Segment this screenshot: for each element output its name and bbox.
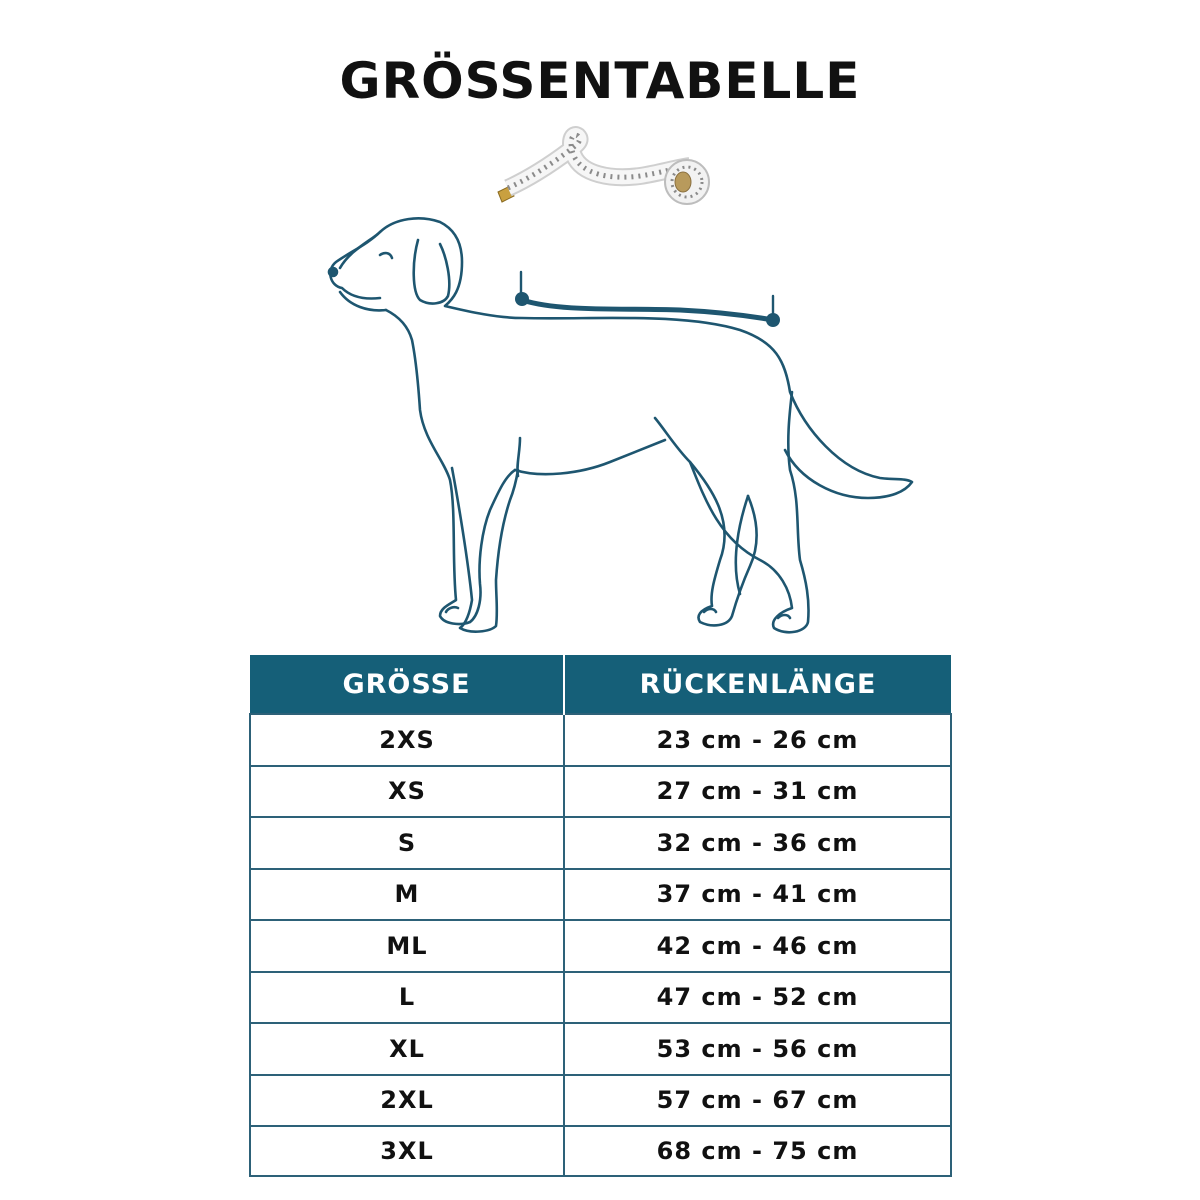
back-length-cell: 47 cm - 52 cm — [564, 972, 951, 1024]
back-length-cell: 37 cm - 41 cm — [564, 869, 951, 921]
size-cell: 2XL — [250, 1075, 564, 1127]
table-row — [250, 1126, 951, 1176]
page-title: GRÖSSENTABELLE — [339, 52, 861, 110]
size-cell: L — [250, 972, 564, 1024]
table-row — [250, 817, 951, 869]
size-cell: 3XL — [250, 1126, 564, 1176]
size-cell: 2XS — [250, 714, 564, 766]
back-length-cell: 32 cm - 36 cm — [564, 817, 951, 869]
back-length-cell: 53 cm - 56 cm — [564, 1023, 951, 1075]
measuring-tape-icon — [490, 120, 720, 215]
dog-outline-illustration — [310, 205, 930, 645]
table-row — [250, 766, 951, 818]
back-length-column-header: RÜCKENLÄNGE — [564, 655, 951, 714]
table-row — [250, 1023, 951, 1075]
size-cell: S — [250, 817, 564, 869]
size-table — [249, 655, 952, 1177]
size-column-header: GRÖSSE — [250, 655, 564, 714]
table-row — [250, 972, 951, 1024]
size-cell: XS — [250, 766, 564, 818]
table-row — [250, 869, 951, 921]
table-row — [250, 920, 951, 972]
table-row — [250, 1075, 951, 1127]
size-cell: ML — [250, 920, 564, 972]
size-cell: XL — [250, 1023, 564, 1075]
back-length-cell: 42 cm - 46 cm — [564, 920, 951, 972]
table-row — [250, 714, 951, 766]
table-header-row — [250, 655, 951, 714]
back-length-cell: 57 cm - 67 cm — [564, 1075, 951, 1127]
back-length-cell: 68 cm - 75 cm — [564, 1126, 951, 1176]
size-cell: M — [250, 869, 564, 921]
back-length-cell: 27 cm - 31 cm — [564, 766, 951, 818]
size-table-container — [249, 655, 952, 1177]
back-length-cell: 23 cm - 26 cm — [564, 714, 951, 766]
